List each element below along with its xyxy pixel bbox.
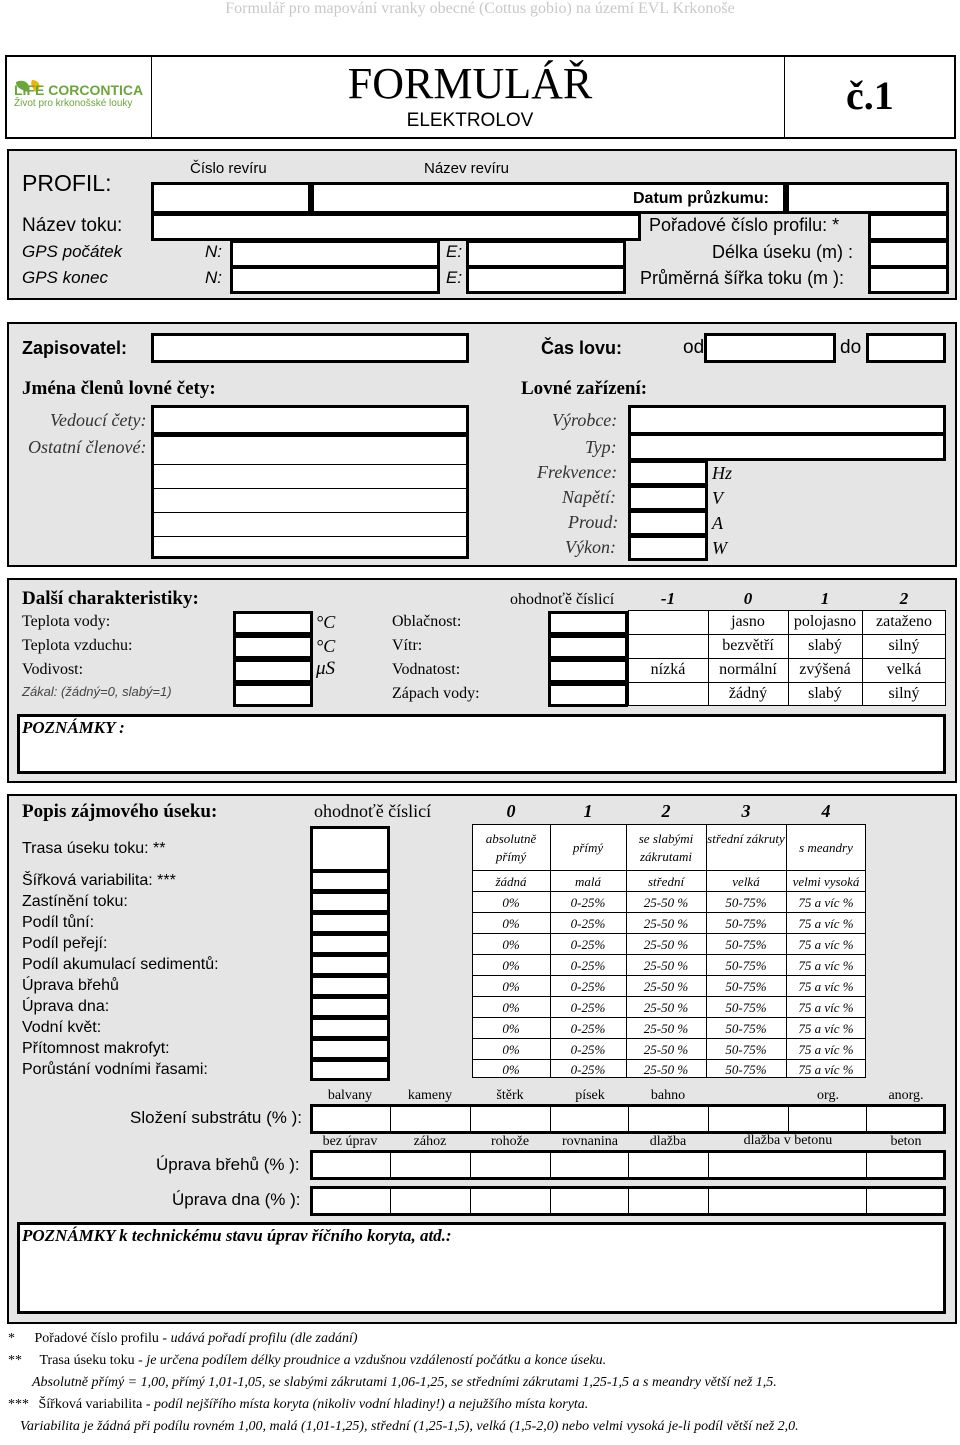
footnote-2-text: - je určena podílem délky proudnice a vzdušnou vzdáleností počátku a konce úseku. bbox=[134, 1353, 607, 1368]
vedouci-field[interactable] bbox=[151, 405, 469, 435]
vodnatost-opt-0: normální bbox=[719, 661, 777, 678]
pct-opt: 0% bbox=[502, 1042, 520, 1057]
rasy-label: Porůstání vodními řasami: bbox=[22, 1061, 208, 1078]
pct-opt: 25-50 % bbox=[643, 895, 689, 910]
substrat-kameny: kameny bbox=[407, 1088, 453, 1103]
pct-opt: 25-50 % bbox=[643, 1042, 689, 1057]
oblacnost-opt-0: jasno bbox=[731, 613, 765, 630]
cas-od-field[interactable] bbox=[704, 333, 836, 363]
zapach-field[interactable] bbox=[548, 683, 628, 707]
popis-title: Popis zájmového úseku: bbox=[22, 801, 218, 822]
form-title: FORMULÁŘ bbox=[347, 59, 593, 108]
popis-scale-1: 1 bbox=[583, 801, 593, 821]
footnote-1-mark: * bbox=[8, 1331, 15, 1346]
uprava-brehu-row-label: Úprava břehů bbox=[22, 977, 119, 994]
pct-opt: 75 a víc % bbox=[798, 1021, 854, 1036]
sirka-field[interactable] bbox=[868, 266, 949, 294]
sirkova-label: Šířková variabilita: *** bbox=[22, 872, 176, 889]
vitr-opt-2: silný bbox=[888, 637, 920, 654]
pct-opt: 0% bbox=[502, 895, 520, 910]
pct-opt: 50-75% bbox=[725, 1021, 767, 1036]
makrofyta-field[interactable] bbox=[310, 1038, 390, 1060]
footnote-2-mark: ** bbox=[8, 1353, 22, 1368]
napeti-field[interactable] bbox=[628, 485, 708, 511]
pct-opt: 75 a víc % bbox=[798, 937, 854, 952]
typ-field[interactable] bbox=[628, 433, 946, 461]
gps-konec-e-field[interactable] bbox=[466, 266, 626, 294]
vodivost-field[interactable] bbox=[233, 659, 313, 683]
pct-opt: 50-75% bbox=[725, 1000, 767, 1015]
footnote-1-text: - udává pořadí profilu (dle zadání) bbox=[158, 1331, 358, 1346]
slozeni-label: Složení substrátu (% ): bbox=[130, 1108, 302, 1127]
vitr-opt-0: bezvětří bbox=[722, 637, 774, 654]
trasa-opt-4: s meandry bbox=[799, 840, 853, 855]
pct-opt: 25-50 % bbox=[643, 916, 689, 931]
sirkova-opt-2: střední bbox=[647, 874, 685, 889]
uprava-brehu-label: Úprava břehů (% ): bbox=[156, 1155, 300, 1174]
form-number: č.1 bbox=[846, 73, 894, 118]
trasa-opt-0: absolutně přímý bbox=[485, 831, 537, 864]
pct-opt: 0% bbox=[502, 1021, 520, 1036]
gps-pocatek-n-field[interactable] bbox=[230, 240, 440, 268]
cislo-reviru-field[interactable] bbox=[151, 182, 311, 214]
poznamky-label: POZNÁMKY : bbox=[22, 718, 125, 737]
vodnatost-label: Vodnatost: bbox=[392, 661, 461, 678]
frekvence-field[interactable] bbox=[628, 460, 708, 486]
pct-opt: 50-75% bbox=[725, 895, 767, 910]
gps-konec-label: GPS konec bbox=[22, 268, 108, 287]
uprava-rohoze: rohože bbox=[490, 1134, 530, 1149]
footnote-3 bbox=[8, 1397, 588, 1413]
oblacnost-opt-2: zataženo bbox=[876, 613, 932, 630]
dalsi-title: Další charakteristiky: bbox=[22, 588, 199, 609]
footnote-3-mark: *** bbox=[8, 1397, 29, 1412]
sirka-label: Průměrná šířka toku (m ): bbox=[640, 268, 845, 288]
nazev-toku-field[interactable] bbox=[151, 213, 641, 241]
sirkova-opt-0: žádná bbox=[495, 874, 527, 889]
gps-konec-n-label: N: bbox=[205, 268, 222, 287]
logo bbox=[14, 78, 146, 114]
uprava-dlazba: dlažba bbox=[649, 1134, 687, 1149]
trasa-label: Trasa úseku toku: ** bbox=[22, 840, 166, 857]
profil-label: PROFIL: bbox=[22, 170, 112, 196]
pct-opt: 0% bbox=[502, 958, 520, 973]
poznamky2-label: POZNÁMKY k technickému stavu úprav říčního koryta, atd.: bbox=[22, 1226, 452, 1245]
footnote-3-line2: Variabilita je žádná při podílu rovném 1,00, malá (1,01-1,25), střední (1,25-1,5), velká (1,5-2,0) nebo velmi vysoká je-li podíl větší než 2,0. bbox=[20, 1419, 799, 1434]
uprava-bez: bez úprav bbox=[322, 1134, 378, 1149]
cas-do-label: do bbox=[840, 337, 862, 358]
substrat-anorg: anorg. bbox=[888, 1088, 924, 1103]
zarizeni-label: Lovné zařízení: bbox=[521, 378, 648, 399]
gps-pocatek-e-label: E: bbox=[446, 242, 463, 261]
dalsi-scale-0: 0 bbox=[743, 589, 753, 608]
tune-label: Podíl tůní: bbox=[22, 914, 95, 931]
dalsi-scale-2: 2 bbox=[899, 589, 909, 608]
pct-opt: 0-25% bbox=[570, 1000, 606, 1015]
logo-title: LIFE CORCONTICA bbox=[14, 82, 144, 98]
trasa-opt-1: přímý bbox=[572, 840, 604, 855]
zapach-opt-1: slabý bbox=[808, 685, 842, 702]
pct-opt: 0% bbox=[502, 1000, 520, 1015]
zapach-opt-0: žádný bbox=[728, 685, 768, 702]
cas-od-label: od bbox=[683, 337, 705, 358]
popis-scale-0: 0 bbox=[506, 801, 516, 821]
teplota-vody-label: Teplota vody: bbox=[22, 613, 111, 630]
vodnatost-field[interactable] bbox=[548, 659, 628, 683]
dalsi-scale-1: 1 bbox=[820, 589, 830, 608]
substrat-bahno: bahno bbox=[650, 1088, 686, 1103]
uprava-beton: beton bbox=[890, 1134, 922, 1149]
frekvence-unit: Hz bbox=[712, 463, 733, 483]
pct-opt: 75 a víc % bbox=[798, 1062, 854, 1077]
delka-field[interactable] bbox=[868, 240, 949, 268]
footnote-2-term: Trasa úseku toku bbox=[39, 1353, 135, 1368]
pct-opt: 25-50 % bbox=[643, 1021, 689, 1036]
gps-pocatek-label: GPS počátek bbox=[22, 242, 123, 261]
trasa-opt-3: střední zákruty bbox=[707, 831, 785, 846]
pct-opt: 25-50 % bbox=[643, 958, 689, 973]
vedouci-label: Vedoucí čety: bbox=[50, 410, 147, 430]
nazev-toku-label: Název toku: bbox=[22, 215, 123, 236]
jmena-label: Jména členů lovné čety: bbox=[22, 378, 216, 399]
vodnatost-opt-m1: nízká bbox=[650, 661, 686, 678]
vyrobce-field[interactable] bbox=[628, 405, 946, 435]
ostatni-field[interactable] bbox=[151, 434, 469, 559]
vodni-kvet-label: Vodní květ: bbox=[22, 1019, 102, 1036]
oblacnost-label: Oblačnost: bbox=[392, 613, 462, 630]
pct-opt: 75 a víc % bbox=[798, 979, 854, 994]
sirkova-opt-4: velmi vysoká bbox=[792, 874, 860, 889]
pct-opt: 0-25% bbox=[570, 1062, 606, 1077]
footnote-2 bbox=[8, 1353, 606, 1369]
sirkova-opt-3: velká bbox=[732, 874, 760, 889]
popis-scale-4: 4 bbox=[821, 801, 831, 821]
napeti-unit: V bbox=[712, 488, 723, 508]
gps-konec-n-field[interactable] bbox=[230, 266, 440, 294]
popis-ohodnot: ohodnoťě číslicí bbox=[314, 801, 432, 821]
cas-do-field[interactable] bbox=[866, 333, 946, 363]
running-header: Formulář pro mapování vranky obecné (Cottus gobio) na území EVL Krkonoše bbox=[225, 0, 735, 17]
teplota-vody-field[interactable] bbox=[233, 611, 313, 635]
popis-scale-2: 2 bbox=[661, 801, 671, 821]
logo-subtitle: Život pro krkonošské louky bbox=[14, 98, 133, 109]
footnote-3-term: Šířková variabilita bbox=[38, 1397, 143, 1412]
dalsi-ohodnot: ohodnoťě číslicí bbox=[510, 591, 615, 608]
pct-opt: 50-75% bbox=[725, 979, 767, 994]
pct-opt: 0-25% bbox=[570, 1021, 606, 1036]
substrat-sterk: štěrk bbox=[496, 1088, 524, 1103]
pct-opt: 75 a víc % bbox=[798, 958, 854, 973]
pereje-field[interactable] bbox=[310, 933, 390, 955]
pct-opt: 0-25% bbox=[570, 958, 606, 973]
pct-opt: 25-50 % bbox=[643, 1062, 689, 1077]
uprava-dna-label: Úprava dna (% ): bbox=[172, 1190, 301, 1209]
dalsi-scale-m1: -1 bbox=[660, 589, 676, 608]
napeti-label: Napětí: bbox=[562, 487, 616, 507]
col-nazev-reviru: Název revíru bbox=[424, 160, 510, 177]
vitr-field[interactable] bbox=[548, 635, 628, 659]
pct-opt: 0-25% bbox=[570, 916, 606, 931]
zapach-opt-2: silný bbox=[888, 685, 920, 702]
pct-opt: 50-75% bbox=[725, 1062, 767, 1077]
pct-opt: 0-25% bbox=[570, 937, 606, 952]
zakal-label: Zákal: (žádný=0, slabý=1) bbox=[22, 684, 172, 699]
gps-pocatek-n-label: N: bbox=[205, 242, 222, 261]
pct-opt: 50-75% bbox=[725, 916, 767, 931]
sedimenty-label: Podíl akumulací sedimentů: bbox=[22, 956, 219, 973]
teplota-vzduchu-unit: °C bbox=[316, 636, 336, 656]
datum-label: Datum průzkumu: bbox=[633, 190, 769, 207]
delka-label: Délka úseku (m) : bbox=[712, 242, 854, 262]
trasa-opt-2: se slabými zákrutami bbox=[638, 831, 694, 864]
pct-opt: 0% bbox=[502, 937, 520, 952]
vykon-label: Výkon: bbox=[565, 537, 616, 557]
pct-opt: 0% bbox=[502, 979, 520, 994]
cas-lovu-label: Čas lovu: bbox=[541, 338, 623, 358]
uprava-dlazba-beton: dlažba v betonu bbox=[743, 1133, 833, 1148]
oblacnost-opt-1: polojasno bbox=[793, 613, 857, 630]
uprava-brehu-row-field[interactable] bbox=[310, 975, 390, 997]
makrofyta-label: Přítomnost makrofyt: bbox=[22, 1040, 170, 1057]
pct-opt: 25-50 % bbox=[643, 937, 689, 952]
footnote-3-text: - podíl nejšířího místa koryta (nikoliv vodní hladiny!) a nejužšího místa koryta. bbox=[142, 1397, 589, 1412]
proud-field[interactable] bbox=[628, 510, 708, 536]
trasa-field[interactable] bbox=[310, 826, 390, 872]
vyrobce-label: Výrobce: bbox=[552, 410, 618, 430]
pct-opt: 75 a víc % bbox=[798, 895, 854, 910]
teplota-vzduchu-field[interactable] bbox=[233, 635, 313, 659]
vykon-field[interactable] bbox=[628, 535, 708, 561]
vodni-kvet-field[interactable] bbox=[310, 1017, 390, 1039]
poradove-label: Pořadové číslo profilu: * bbox=[649, 215, 840, 235]
pct-opt: 50-75% bbox=[725, 958, 767, 973]
footnote-1-term: Pořadové číslo profilu bbox=[34, 1331, 159, 1346]
pct-opt: 0-25% bbox=[570, 895, 606, 910]
zastineni-field[interactable] bbox=[310, 891, 390, 913]
form-subtitle: ELEKTROLOV bbox=[406, 110, 534, 131]
zapisovatel-field[interactable] bbox=[151, 333, 469, 363]
uprava-dna-row-field[interactable] bbox=[310, 996, 390, 1018]
substrat-org: org. bbox=[817, 1088, 839, 1103]
substrat-balvany: balvany bbox=[327, 1088, 373, 1103]
zakal-field[interactable] bbox=[233, 683, 313, 707]
pct-opt: 0-25% bbox=[570, 979, 606, 994]
ostatni-label: Ostatní členové: bbox=[28, 437, 147, 457]
uprava-dna-row-label: Úprava dna: bbox=[22, 998, 110, 1015]
vitr-opt-1: slabý bbox=[808, 637, 842, 654]
vodnatost-opt-2: velká bbox=[886, 661, 922, 678]
zastineni-label: Zastínění toku: bbox=[22, 893, 128, 910]
pct-opt: 50-75% bbox=[725, 1042, 767, 1057]
vitr-label: Vítr: bbox=[392, 637, 423, 654]
oblacnost-field[interactable] bbox=[548, 611, 628, 635]
footnote-1 bbox=[8, 1331, 358, 1347]
pct-opt: 25-50 % bbox=[643, 1000, 689, 1015]
pct-opt: 0% bbox=[502, 1062, 520, 1077]
pct-opt: 25-50 % bbox=[643, 979, 689, 994]
pct-opt: 0% bbox=[502, 916, 520, 931]
col-cislo-reviru: Číslo revíru bbox=[190, 160, 267, 177]
vodnatost-opt-1: zvýšená bbox=[799, 661, 851, 678]
typ-label: Typ: bbox=[585, 437, 617, 457]
vykon-unit: W bbox=[712, 538, 727, 558]
poradove-field[interactable] bbox=[868, 213, 949, 241]
frekvence-label: Frekvence: bbox=[537, 462, 618, 482]
uprava-zahoz: zához bbox=[413, 1134, 447, 1149]
vodivost-unit: μS bbox=[316, 658, 336, 679]
sirkova-field[interactable] bbox=[310, 870, 390, 892]
pereje-label: Podíl peřejí: bbox=[22, 935, 108, 952]
proud-unit: A bbox=[712, 513, 723, 533]
rasy-field[interactable] bbox=[310, 1059, 390, 1081]
vodivost-label: Vodivost: bbox=[22, 661, 84, 678]
uprava-rovnanina: rovnanina bbox=[562, 1134, 618, 1149]
zapach-label: Zápach vody: bbox=[392, 685, 480, 702]
sirkova-opt-1: malá bbox=[575, 874, 601, 889]
zapisovatel-label: Zapisovatel: bbox=[22, 338, 128, 358]
footnote-2-line2: Absolutně přímý = 1,00, přímý 1,01-1,05, se slabými zákrutami 1,06-1,25, se středními zákrutami 1,25-1,5 a s meandry větší než 1,5. bbox=[32, 1375, 777, 1390]
sedimenty-field[interactable] bbox=[310, 954, 390, 976]
pct-opt: 0-25% bbox=[570, 1042, 606, 1057]
datum-field[interactable] bbox=[786, 182, 949, 214]
teplota-vody-unit: °C bbox=[316, 612, 336, 632]
poznamky-field[interactable] bbox=[17, 714, 946, 774]
pct-opt: 75 a víc % bbox=[798, 1042, 854, 1057]
popis-scale-3: 3 bbox=[741, 801, 751, 821]
gps-konec-e-label: E: bbox=[446, 268, 463, 287]
tune-field[interactable] bbox=[310, 912, 390, 934]
pct-opt: 75 a víc % bbox=[798, 1000, 854, 1015]
substrat-pisek: písek bbox=[575, 1088, 605, 1103]
gps-pocatek-e-field[interactable] bbox=[466, 240, 626, 268]
pct-opt: 75 a víc % bbox=[798, 916, 854, 931]
teplota-vzduchu-label: Teplota vzduchu: bbox=[22, 637, 133, 654]
pct-opt: 50-75% bbox=[725, 937, 767, 952]
proud-label: Proud: bbox=[568, 512, 619, 532]
